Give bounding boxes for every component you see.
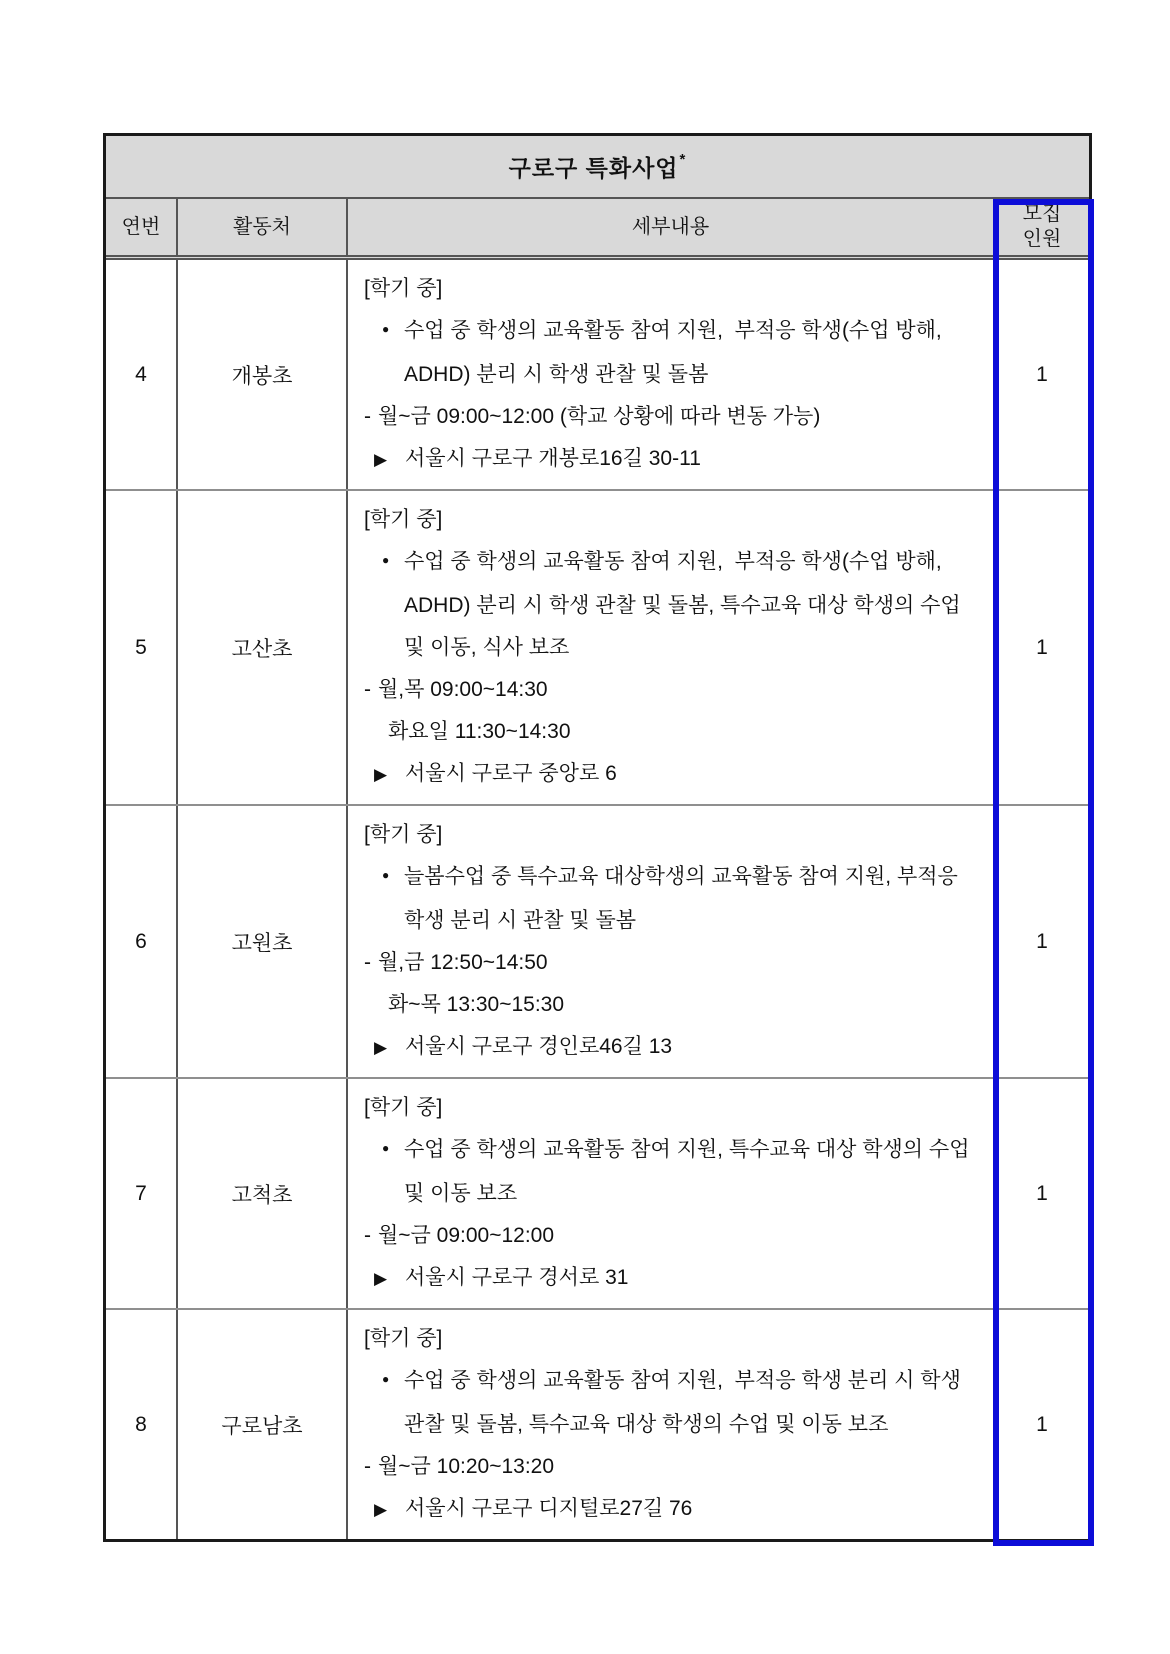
header-details (348, 199, 995, 255)
recruit-count: 1 (1036, 362, 1048, 386)
header-recruit-line1: 모집 (1022, 203, 1062, 225)
header-no-label: 연번 (121, 215, 161, 238)
detail-text: 월~금 10:20~13:20 (378, 1455, 555, 1478)
row-number: 5 (106, 491, 178, 804)
detail-content (348, 260, 995, 489)
detail-text: 서울시 구로구 경인로46길 13 (405, 1035, 673, 1058)
address-arrow-icon: ▶ (374, 1269, 388, 1288)
recruit-count: 1 (1036, 1181, 1048, 1205)
detail-text: 서울시 구로구 디지털로27길 76 (405, 1497, 693, 1520)
detail-line (358, 396, 987, 438)
row-number: 8 (106, 1310, 178, 1539)
table-title-text: 구로구 특화사업 (508, 155, 679, 181)
detail-line (358, 942, 987, 984)
bullet-icon: ● (382, 868, 390, 882)
detail-text: 화~목 13:30~15:30 (388, 993, 565, 1016)
table-body (106, 260, 1089, 1539)
detail-text: ADHD) 분리 시 학생 관찰 및 돌봄 (404, 363, 709, 386)
detail-line (358, 1318, 987, 1360)
header-place-label: 활동처 (233, 215, 291, 238)
detail-text: [학기 중] (364, 1327, 443, 1350)
detail-line (358, 627, 987, 669)
detail-text: 수업 중 학생의 교육활동 참여 지원, 특수교육 대상 학생의 수업 (404, 1138, 970, 1161)
detail-text: 관찰 및 돌봄, 특수교육 대상 학생의 수업 및 이동 보조 (404, 1413, 889, 1436)
recruit-count: 1 (1036, 635, 1048, 659)
detail-line (358, 1129, 987, 1173)
detail-line (358, 499, 987, 541)
detail-line (358, 669, 987, 711)
detail-line (358, 711, 987, 753)
header-recruit (995, 199, 1089, 255)
header-details-label: 세부내용 (631, 215, 710, 238)
detail-text: [학기 중] (364, 277, 443, 300)
detail-content (348, 491, 995, 804)
activity-place: 고산초 (178, 491, 348, 804)
detail-content (348, 1310, 995, 1539)
detail-line (358, 856, 987, 900)
table-row (106, 806, 1089, 1079)
detail-text: 및 이동 보조 (404, 1182, 518, 1205)
recruit-count: 1 (1036, 1412, 1048, 1436)
detail-line (358, 1215, 987, 1257)
row-number: 7 (106, 1079, 178, 1308)
header-no (106, 199, 178, 255)
table-row (106, 260, 1089, 491)
program-table (103, 133, 1092, 1542)
detail-line (358, 1026, 987, 1069)
dash-prefix: - (364, 1224, 371, 1247)
detail-text: 화요일 11:30~14:30 (388, 720, 571, 743)
detail-line (358, 1404, 987, 1446)
detail-line (358, 1087, 987, 1129)
detail-line (358, 753, 987, 796)
detail-text: 수업 중 학생의 교육활동 참여 지원, 부적응 학생 분리 시 학생 (404, 1369, 961, 1392)
detail-line (358, 268, 987, 310)
detail-text: 월~금 09:00~12:00 (학교 상황에 따라 변동 가능) (378, 405, 821, 428)
detail-line (358, 1446, 987, 1488)
detail-text: 수업 중 학생의 교육활동 참여 지원, 부적응 학생(수업 방해, (404, 550, 942, 573)
dash-prefix: - (364, 1455, 371, 1478)
detail-text: [학기 중] (364, 823, 443, 846)
address-arrow-icon: ▶ (374, 1038, 388, 1057)
detail-line (358, 438, 987, 481)
address-arrow-icon: ▶ (374, 765, 388, 784)
detail-line (358, 354, 987, 396)
detail-line (358, 900, 987, 942)
detail-line (358, 1488, 987, 1531)
detail-line (358, 310, 987, 354)
address-arrow-icon: ▶ (374, 1500, 388, 1519)
detail-text: ADHD) 분리 시 학생 관찰 및 돌봄, 특수교육 대상 학생의 수업 (404, 594, 961, 617)
detail-text: 월,금 12:50~14:50 (378, 951, 548, 974)
dash-prefix: - (364, 951, 371, 974)
detail-line (358, 1173, 987, 1215)
detail-text: [학기 중] (364, 508, 443, 531)
detail-text: 늘봄수업 중 특수교육 대상학생의 교육활동 참여 지원, 부적응 (404, 865, 958, 888)
program-table-wrapper (103, 133, 1092, 1542)
detail-line (358, 541, 987, 585)
table-row (106, 491, 1089, 806)
detail-text: 학생 분리 시 관찰 및 돌봄 (404, 909, 637, 932)
bullet-icon: ● (382, 1372, 390, 1386)
detail-text: 서울시 구로구 개봉로16길 30-11 (405, 447, 701, 470)
detail-line (358, 984, 987, 1026)
dash-prefix: - (364, 405, 371, 428)
table-row (106, 1310, 1089, 1539)
table-header-row (106, 199, 1089, 260)
bullet-icon: ● (382, 553, 390, 567)
detail-text: 월,목 09:00~14:30 (378, 678, 548, 701)
dash-prefix: - (364, 678, 371, 701)
detail-text: 월~금 09:00~12:00 (378, 1224, 555, 1247)
detail-text: [학기 중] (364, 1096, 443, 1119)
recruit-count: 1 (1036, 929, 1048, 953)
activity-place: 고척초 (178, 1079, 348, 1308)
detail-content (348, 806, 995, 1077)
bullet-icon: ● (382, 322, 390, 336)
detail-content (348, 1079, 995, 1308)
activity-place: 구로남초 (178, 1310, 348, 1539)
activity-place: 고원초 (178, 806, 348, 1077)
detail-text: 서울시 구로구 경서로 31 (405, 1266, 629, 1289)
bullet-icon: ● (382, 1141, 390, 1155)
detail-text: 서울시 구로구 중앙로 6 (405, 762, 617, 785)
detail-text: 수업 중 학생의 교육활동 참여 지원, 부적응 학생(수업 방해, (404, 319, 942, 342)
detail-line (358, 1360, 987, 1404)
detail-line (358, 814, 987, 856)
header-recruit-line2: 인원 (1022, 228, 1062, 250)
table-row (106, 1079, 1089, 1310)
detail-text: 및 이동, 식사 보조 (404, 636, 570, 659)
detail-line (358, 1257, 987, 1300)
row-number: 4 (106, 260, 178, 489)
row-number: 6 (106, 806, 178, 1077)
table-title: 구로구 특화사업 * (106, 136, 1089, 199)
header-place (178, 199, 348, 255)
address-arrow-icon: ▶ (374, 450, 388, 469)
detail-line (358, 585, 987, 627)
activity-place: 개봉초 (178, 260, 348, 489)
